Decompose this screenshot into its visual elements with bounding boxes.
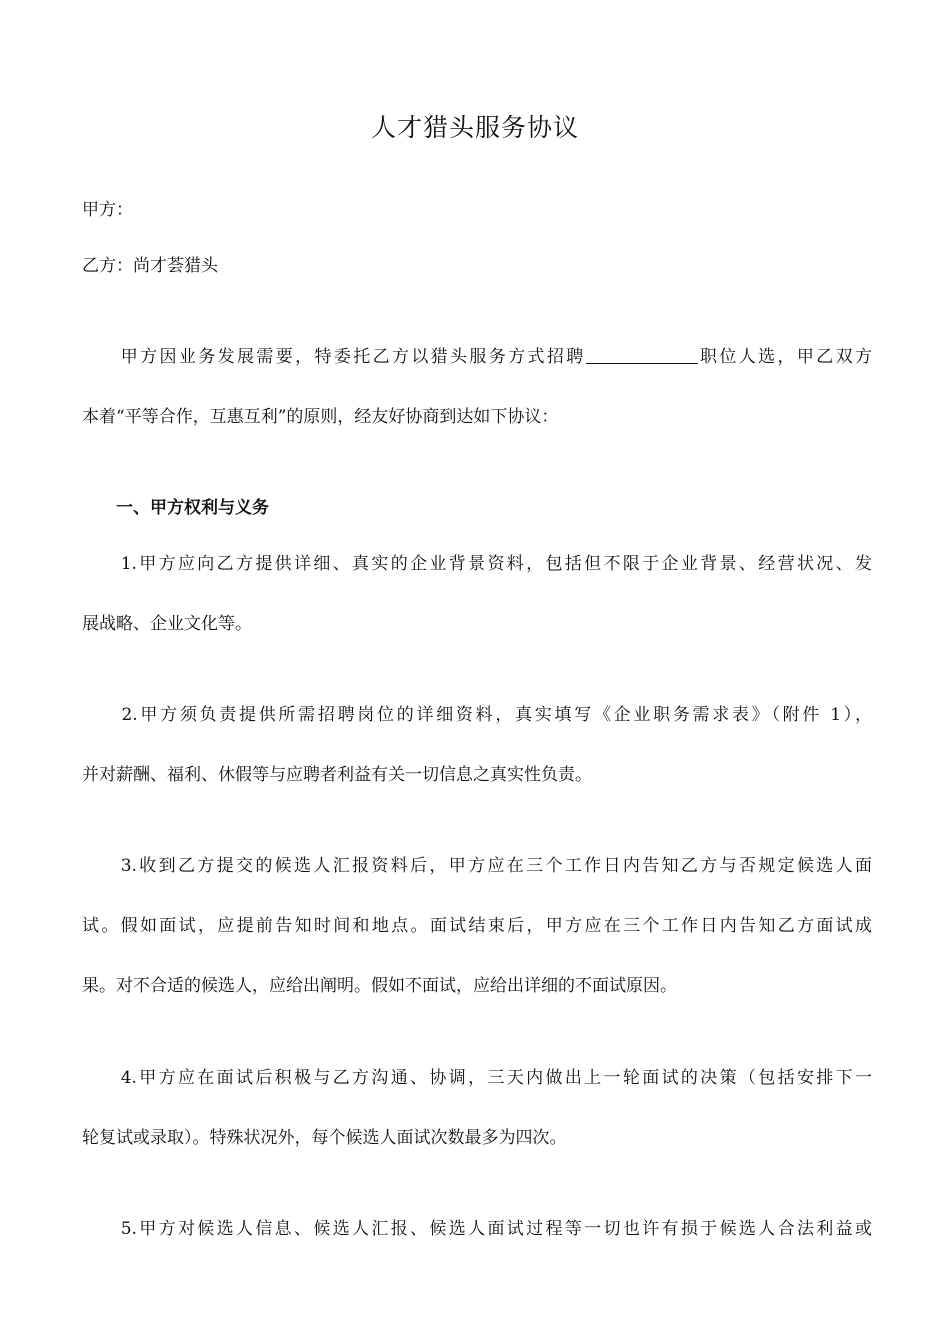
clause-3-line-2: 试。假如面试，应提前告知时间和地点。面试结束后，甲方应在三个工作日内告知乙方面试成	[82, 916, 872, 936]
intro-text-before-blank: 甲方因业务发展需要，特委托乙方以猎头服务方式招聘	[82, 347, 586, 367]
section-1-heading: 一、甲方权利与义务	[82, 498, 269, 518]
document-title: 人才猎头服务协议	[370, 113, 579, 142]
clause-3-line-1: 3.收到乙方提交的候选人汇报资料后，甲方应在三个工作日内告知乙方与否规定候选人面	[82, 856, 872, 876]
clause-4-line-2: 轮复试或录取）。特殊状况外，每个候选人面试次数最多为四次。	[82, 1128, 567, 1148]
position-blank-field	[586, 345, 698, 364]
intro-text-after-blank: 职位人选，甲乙双方	[697, 347, 872, 367]
clause-3-line-3: 果。对不合适的候选人，应给出阐明。假如不面试，应给出详细的不面试原因。	[82, 976, 677, 996]
clause-1-line-1: 1.甲方应向乙方提供详细、真实的企业背景资料，包括但不限于企业背景、经营状况、发	[82, 554, 872, 574]
clause-5-line-1: 5.甲方对候选人信息、候选人汇报、候选人面试过程等一切也许有损于候选人合法利益或	[82, 1219, 872, 1239]
clause-2-line-2: 并对薪酬、福利、休假等与应聘者利益有关一切信息之真实性负责。	[82, 765, 592, 785]
party-b-line: 乙方：尚才荟猎头	[82, 256, 218, 276]
intro-line-2: 本着“平等合作，互惠互利”的原则，经友好协商到达如下协议：	[82, 407, 559, 427]
intro-line-1	[82, 345, 872, 369]
clause-1-line-2: 展战略、企业文化等。	[82, 614, 252, 634]
clause-2-line-1: 2.甲方须负责提供所需招聘岗位的详细资料，真实填写《企业职务需求表》（附件 1），	[82, 705, 872, 725]
clause-4-line-1: 4.甲方应在面试后积极与乙方沟通、协调，三天内做出上一轮面试的决策（包括安排下一	[82, 1068, 872, 1088]
party-a-line: 甲方：	[82, 200, 133, 220]
